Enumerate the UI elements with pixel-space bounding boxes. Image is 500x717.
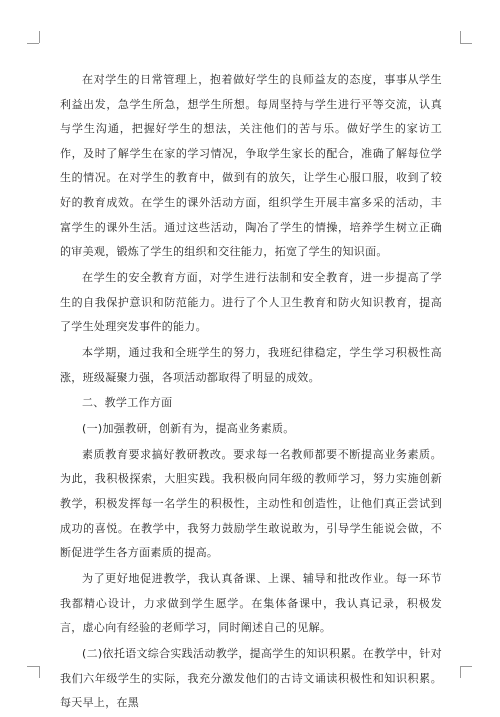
paragraph-semester-summary: 本学期，通过我和全班学生的努力，我班纪律稳定，学生学习积极性高涨，班级凝聚力强，各项活动都取得了明显的成效。 bbox=[60, 345, 442, 384]
crop-mark-bottom-left-h bbox=[27, 666, 39, 667]
paragraph-lesson-preparation: 为了更好地促进教学，我认真备课、上课、辅导和批改作业。每一环节我都精心设计，力求做到学生愿学。在集体备课中，我认真记录，积极发言，虚心向有经验的老师学习，同时阐述自己的见解。 bbox=[60, 572, 442, 635]
crop-mark-bottom-right-v bbox=[460, 666, 461, 678]
crop-mark-top-left-v bbox=[39, 31, 40, 43]
crop-mark-top-right-v bbox=[460, 31, 461, 43]
section-heading-teaching: 二、教学工作方面 bbox=[82, 396, 173, 410]
paragraph-quality-education: 素质教育要求搞好教研教改。要求每一名教师都要不断提高业务素质。为此，我积极探索，大胆实践。我积极向同年级的教师学习，努力实施创新教学，积极发挥每一名学生的积极性，主动性和创造性，让他们真正尝试到成功的喜悦。在教学中，我努力鼓励学生敢说敢为，引导学生能说会做，不断促进学生各方面素质的提高。 bbox=[60, 447, 442, 560]
crop-mark-bottom-right-h bbox=[460, 666, 472, 667]
crop-mark-bottom-left-v bbox=[39, 666, 40, 678]
paragraph-safety-education: 在学生的安全教育方面，对学生进行法制和安全教育，进一步提高了学生的自我保护意识和防范能力。进行了个人卫生教育和防火知识教育，提高了学生处理突发事件的能力。 bbox=[60, 270, 442, 334]
subheading-teaching-research: (一)加强教研，创新有为，提高业务素质。 bbox=[82, 422, 295, 436]
document-body bbox=[60, 68, 442, 717]
crop-mark-top-right-h bbox=[460, 43, 472, 44]
paragraph-chinese-practice: (二)依托语文综合实践活动教学，提高学生的知识积累。在教学中，针对我们六年级学生的实际，我充分激发他们的古诗文诵读积极性和知识积累。每天早上，在黑 bbox=[60, 646, 442, 710]
paragraph-daily-management: 在对学生的日常管理上，抱着做好学生的良师益友的态度，事事从学生利益出发，急学生所急，想学生所想。每周坚持与学生进行平等交流，认真与学生沟通，把握好学生的想法，关注他们的苦与乐。做好学生的家访工作，及时了解学生在家的学习情况，争取学生家长的配合，准确了解每位学生的情况。在对学生的教育中，做到有的放矢，让学生心服口服，收到了较好的教育成效。在学生的课外活动方面，组织学生开展丰富多采的活动，丰富学生的课外生活。通过这些活动，陶冶了学生的情操，培养学生树立正确的审美观，锻炼了学生的组织和交往能力，拓宽了学生的知识面。 bbox=[60, 73, 442, 259]
crop-mark-top-left-h bbox=[27, 43, 39, 44]
